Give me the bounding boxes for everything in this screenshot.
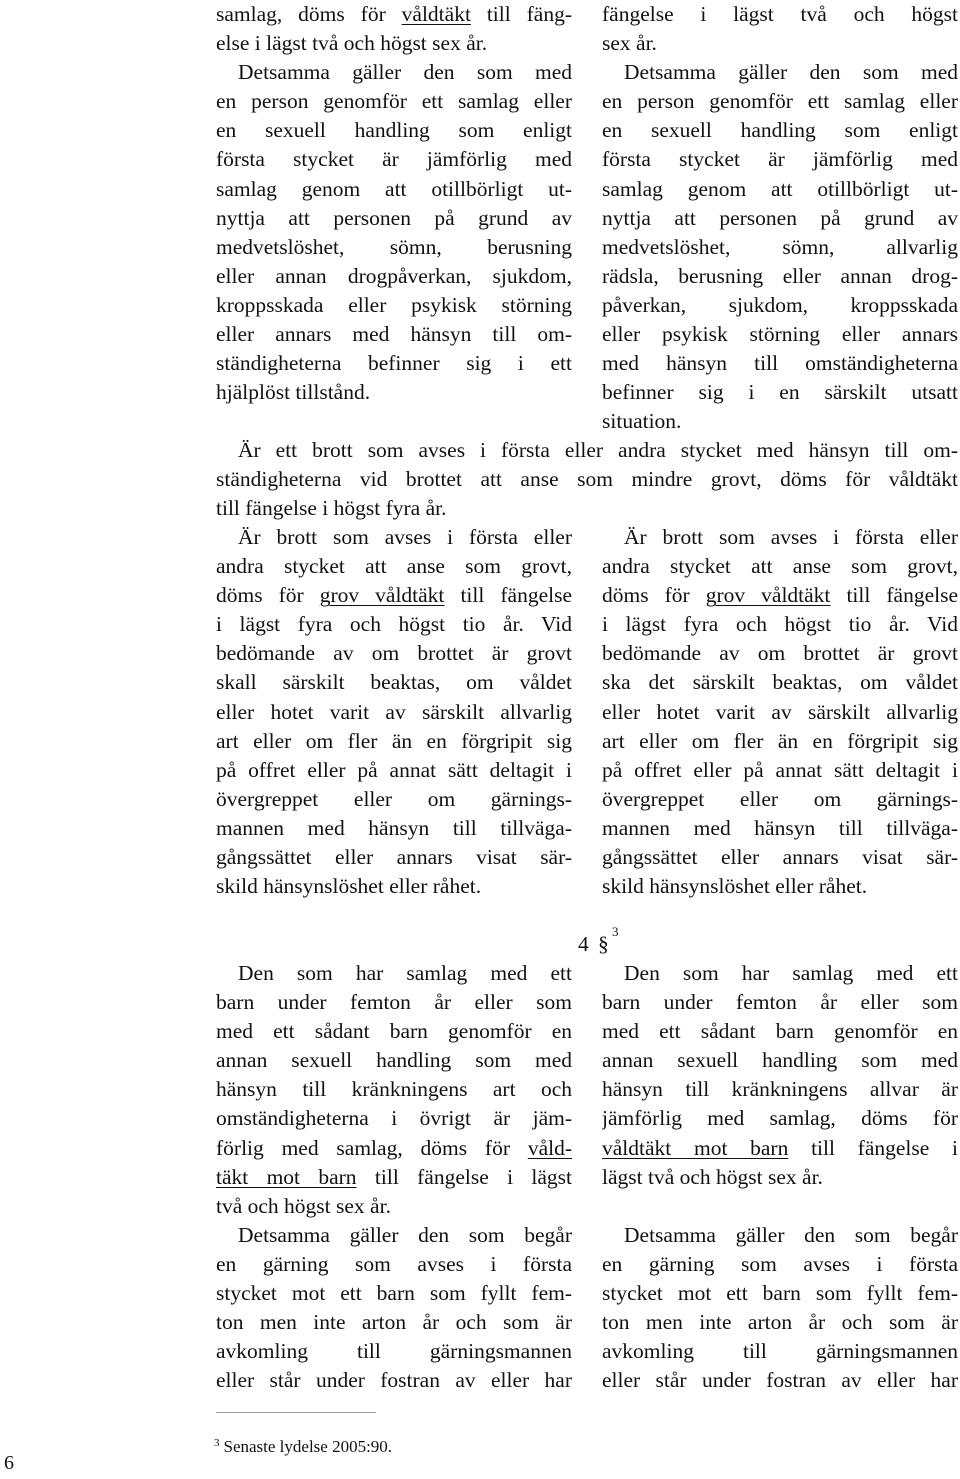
text-line: fängelse i lägst två och högst — [602, 2, 958, 26]
underlined-term: våld- — [527, 1135, 572, 1160]
text-line: Är ett brott som avses i första eller andra stycket med hänsyn till om- — [238, 438, 958, 462]
text-line: döms för grov våldtäkt till fängelse — [216, 583, 572, 608]
text-line: else i lägst två och högst sex år. — [216, 31, 488, 56]
text-line: påverkan, sjukdom, kroppsskada — [602, 292, 958, 317]
text-line: avkomling till gärningsmannen — [216, 1339, 572, 1364]
text-line: situation. — [602, 409, 682, 434]
text-line: mannen med hänsyn till tillväga- — [216, 815, 572, 840]
page-number: 6 — [4, 1452, 14, 1474]
text-line: art eller om fler än en förgripit sig — [216, 728, 572, 753]
section-number: 4 — [578, 932, 589, 956]
text-line: medvetslöshet, sömn, allvarlig — [602, 234, 958, 259]
right-column-top — [602, 0, 958, 436]
text-line: en sexuell handling som enligt — [216, 118, 572, 143]
text-line: rädsla, berusning eller annan drog- — [602, 263, 958, 288]
section-sign: § — [598, 932, 609, 956]
text-line: sex år. — [602, 31, 657, 56]
underlined-term: våldtäkt — [401, 2, 471, 26]
text-line: kroppsskada eller psykisk störning — [216, 292, 572, 317]
footnote-marker: 3 — [214, 1437, 220, 1449]
right-column-grov — [602, 523, 958, 901]
text-line: till fängelse i högst fyra år. — [216, 496, 447, 521]
text-line: ton men inte arton år och som är — [602, 1310, 958, 1335]
underlined-term: täkt mot barn — [216, 1164, 357, 1189]
left-column-top — [216, 0, 572, 29]
text-line: jämförlig med samlag, döms för — [602, 1106, 958, 1131]
text-line: lägst två och högst sex år. — [602, 1164, 823, 1189]
text-line: eller står under fostran av eller har — [602, 1368, 958, 1393]
text-line: en sexuell handling som enligt — [602, 118, 958, 143]
text-line: annan sexuell handling som med — [216, 1048, 572, 1073]
text-line: ton men inte arton år och som är — [216, 1310, 572, 1335]
text-line: på offret eller på annat sätt deltagit i — [602, 757, 958, 782]
text-line: döms för grov våldtäkt till fängelse — [602, 583, 958, 608]
text-line: ständigheterna vid brottet att anse som mindre grovt, döms för våldtäkt — [216, 467, 958, 492]
text-line: gångssättet eller annars visat sär- — [602, 845, 958, 870]
text-line: hjälplöst tillstånd. — [216, 380, 371, 405]
text-line: eller hotet varit av särskilt allvarlig — [216, 699, 572, 724]
text-line: första stycket är jämförlig med — [602, 147, 958, 172]
right-column-barn — [602, 959, 958, 1395]
text-line: samlag genom att otillbörligt ut- — [216, 176, 572, 201]
text-line: Är brott som avses i första eller — [238, 525, 572, 549]
text-line: första stycket är jämförlig med — [216, 147, 572, 172]
text-line: stycket mot ett barn som fyllt fem- — [602, 1281, 958, 1306]
left-column-grov — [216, 523, 572, 901]
text-line: i lägst fyra och högst tio år. Vid — [602, 612, 958, 637]
text-line — [216, 1134, 572, 1163]
text-line: andra stycket att anse som grovt, — [216, 554, 572, 579]
text-line: en person genomför ett samlag eller — [602, 89, 958, 114]
text-line: med ett sådant barn genomför en — [216, 1019, 572, 1044]
footnote-rule — [216, 1412, 376, 1413]
text-line: bedömande av om brottet är grovt — [216, 641, 572, 666]
text-line: mannen med hänsyn till tillväga- — [602, 815, 958, 840]
text-line: stycket mot ett barn som fyllt fem- — [216, 1281, 572, 1306]
text-line: samlag, döms för våldtäkt till fäng- — [216, 2, 572, 26]
text-line: en person genomför ett samlag eller — [216, 89, 572, 114]
text-line: övergreppet eller om gärnings- — [216, 786, 572, 811]
text-line: Detsamma gäller den som med — [238, 60, 572, 85]
text-line: Detsamma gäller den som med — [624, 60, 958, 85]
text-line: skild hänsynslöshet eller råhet. — [216, 874, 482, 899]
text-line: andra stycket att anse som grovt, — [602, 554, 958, 579]
text-line: Den som har samlag med ett — [624, 961, 958, 985]
text-line: hänsyn till kränkningens allvar är — [602, 1077, 958, 1102]
text-line: med ett sådant barn genomför en — [602, 1019, 958, 1044]
text-line: ska det särskilt beaktas, om våldet — [602, 670, 958, 695]
text-line: barn under femton år eller som — [602, 990, 958, 1015]
text-line: Detsamma gäller den som begår — [238, 1222, 572, 1247]
text-fragment: förlig med samlag, döms för — [216, 1135, 528, 1160]
text-line: skild hänsynslöshet eller råhet. — [602, 874, 868, 899]
text-line: två och högst sex år. — [216, 1193, 391, 1218]
text-line: skall särskilt beaktas, om våldet — [216, 670, 572, 695]
text-line: på offret eller på annat sätt deltagit i — [216, 757, 572, 782]
text-line: befinner sig i en särskilt utsatt — [602, 380, 958, 405]
text-line: medvetslöshet, sömn, berusning — [216, 234, 572, 259]
text-line: omständigheterna i övrigt är jäm- — [216, 1106, 572, 1131]
text-line: ständigheterna befinner sig i ett — [216, 351, 572, 376]
underlined-term: våldtäkt mot barn — [602, 1135, 789, 1160]
text-line: nyttja att personen på grund av — [602, 205, 958, 230]
text-line: med hänsyn till omständigheterna — [602, 351, 958, 376]
text-line: eller psykisk störning eller annars — [602, 322, 958, 347]
left-column-barn — [216, 959, 572, 1395]
text-fragment: till fängelse i — [788, 1135, 958, 1160]
text-line: Den som har samlag med ett — [238, 961, 572, 985]
text-line: gångssättet eller annars visat sär- — [216, 845, 572, 870]
text-line: Detsamma gäller den som begår — [624, 1222, 958, 1247]
blank-line — [602, 1192, 958, 1221]
footnote-text: Senaste lydelse 2005:90. — [223, 1437, 393, 1456]
text-line: övergreppet eller om gärnings- — [602, 786, 958, 811]
text-line: eller står under fostran av eller har — [216, 1368, 572, 1393]
text-line: Är brott som avses i första eller — [624, 525, 958, 549]
text-line: art eller om fler än en förgripit sig — [602, 728, 958, 753]
text-line: bedömande av om brottet är grovt — [602, 641, 958, 666]
text-line: annan sexuell handling som med — [602, 1048, 958, 1073]
text-line: barn under femton år eller som — [216, 990, 572, 1015]
text-line: i lägst fyra och högst tio år. Vid — [216, 612, 572, 637]
text-line: nyttja att personen på grund av — [216, 205, 572, 230]
shared-paragraph — [216, 436, 958, 523]
text-line — [602, 1134, 958, 1163]
text-line: hänsyn till kränkningens art och — [216, 1077, 572, 1102]
left-column-top-body — [216, 29, 572, 407]
text-line: en gärning som avses i första — [216, 1251, 572, 1276]
underlined-term: grov våldtäkt — [705, 583, 831, 608]
footnote — [214, 1432, 392, 1458]
text-line: eller annan drogpåverkan, sjukdom, — [216, 263, 572, 288]
text-line: avkomling till gärningsmannen — [602, 1339, 958, 1364]
text-line: eller hotet varit av särskilt allvarlig — [602, 699, 958, 724]
text-fragment: till fängelse i lägst — [356, 1164, 572, 1189]
underlined-term: grov våldtäkt — [319, 583, 445, 608]
text-line: samlag genom att otillbörligt ut- — [602, 176, 958, 201]
text-line: eller annars med hänsyn till om- — [216, 322, 572, 347]
section-footnote-ref: 3 — [612, 924, 619, 939]
text-line — [216, 1163, 572, 1192]
text-line: en gärning som avses i första — [602, 1251, 958, 1276]
